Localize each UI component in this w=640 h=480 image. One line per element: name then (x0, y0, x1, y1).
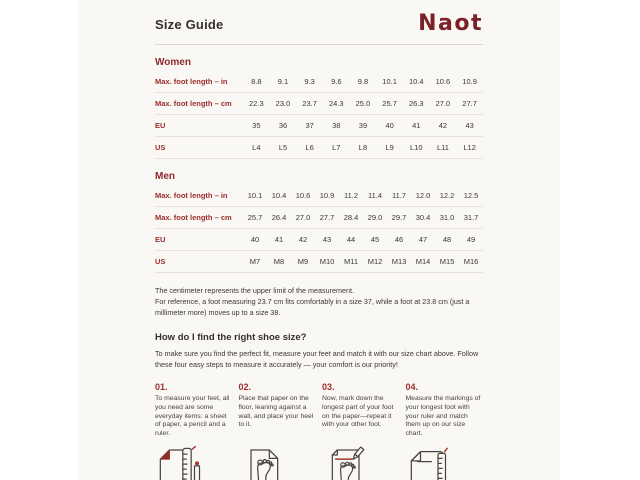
women-size-cell: 36 (270, 115, 297, 137)
men-size-cell: 43 (315, 229, 339, 251)
step-2-text: Place that paper on the floor, leaning against a wall, and place your heel to it. (238, 395, 314, 429)
header (155, 10, 483, 38)
women-size-cell: L7 (323, 137, 350, 159)
women-row-label: EU (155, 115, 243, 137)
men-size-cell: 11.4 (363, 185, 387, 207)
women-size-cell: 26.3 (403, 93, 430, 115)
men-size-cell: 25.7 (243, 207, 267, 229)
men-heading: Men (155, 171, 175, 182)
men-size-cell: 46 (387, 229, 411, 251)
women-heading: Women (155, 57, 191, 68)
women-size-cell: 39 (350, 115, 377, 137)
paper-ruler-pencil-icon (155, 445, 233, 480)
women-size-cell: 24.3 (323, 93, 350, 115)
women-size-cell: 25.0 (350, 93, 377, 115)
men-size-cell: M9 (291, 251, 315, 273)
women-size-cell: 23.7 (296, 93, 323, 115)
step-4-text: Measure the markings of your longest foot with your ruler and match them up on our size chart. (405, 395, 481, 438)
women-size-cell: 27.7 (456, 93, 483, 115)
step-3-text: Now, mark down the longest part of your foot on the paper—repeat it with your other foot. (322, 395, 394, 429)
men-size-cell: 42 (291, 229, 315, 251)
men-row-label: EU (155, 229, 243, 251)
women-size-cell: 43 (456, 115, 483, 137)
guide-heading: How do I find the right shoe size? (155, 332, 307, 343)
step-3-number: 03. (322, 382, 335, 392)
men-size-cell: 28.4 (339, 207, 363, 229)
men-size-cell: 47 (411, 229, 435, 251)
women-row-label: Max. foot length – cm (155, 93, 243, 115)
naot-logo: Naot (418, 11, 483, 36)
men-size-cell: 31.7 (459, 207, 483, 229)
men-size-cell: M8 (267, 251, 291, 273)
men-size-cell: 27.7 (315, 207, 339, 229)
step-1 (155, 382, 233, 439)
women-size-cell: 41 (403, 115, 430, 137)
step-2 (239, 382, 317, 439)
women-size-cell: L9 (376, 137, 403, 159)
men-size-cell: M16 (459, 251, 483, 273)
page-title: Size Guide (155, 16, 224, 32)
men-size-cell: M11 (339, 251, 363, 273)
women-size-cell: L4 (243, 137, 270, 159)
women-row-label: US (155, 137, 243, 159)
women-row-0 (155, 71, 483, 93)
size-guide-panel (78, 0, 560, 480)
women-size-cell: L5 (270, 137, 297, 159)
women-size-cell: L12 (456, 137, 483, 159)
men-size-cell: 30.4 (411, 207, 435, 229)
step-1-number: 01. (155, 382, 168, 392)
women-size-cell: 10.9 (456, 71, 483, 93)
men-size-cell: M7 (243, 251, 267, 273)
men-size-cell: 10.6 (291, 185, 315, 207)
step-3 (322, 382, 400, 439)
women-size-cell: 10.1 (376, 71, 403, 93)
men-size-cell: 41 (267, 229, 291, 251)
men-size-cell: 10.9 (315, 185, 339, 207)
measurement-note (155, 285, 483, 318)
women-size-cell: 25.7 (376, 93, 403, 115)
women-row-2 (155, 115, 483, 137)
step-4-number: 04. (405, 382, 419, 392)
women-size-cell: L11 (430, 137, 457, 159)
measuring-step-icons (155, 445, 483, 480)
men-size-cell: 40 (243, 229, 267, 251)
men-row-3 (155, 251, 483, 273)
men-row-1 (155, 207, 483, 229)
women-size-table (155, 71, 483, 159)
women-size-cell: 10.6 (430, 71, 457, 93)
women-size-cell: 10.4 (403, 71, 430, 93)
women-size-cell: 37 (296, 115, 323, 137)
men-size-cell: 11.2 (339, 185, 363, 207)
women-size-cell: 9.3 (296, 71, 323, 93)
women-size-cell: L8 (350, 137, 377, 159)
men-row-label: Max. foot length – in (155, 185, 243, 207)
size-guide-content (155, 0, 483, 480)
women-row-label: Max. foot length – in (155, 71, 243, 93)
women-size-cell: 38 (323, 115, 350, 137)
women-row-3 (155, 137, 483, 159)
men-size-cell: M13 (387, 251, 411, 273)
men-size-cell: 10.1 (243, 185, 267, 207)
men-size-cell: 26.4 (267, 207, 291, 229)
men-size-cell: 12.2 (435, 185, 459, 207)
men-size-cell: 29.0 (363, 207, 387, 229)
women-size-cell: 9.6 (323, 71, 350, 93)
paper-footprint-heel-icon (239, 445, 317, 480)
women-size-cell: 40 (376, 115, 403, 137)
men-size-cell: 11.7 (387, 185, 411, 207)
women-size-cell: 42 (430, 115, 457, 137)
women-size-cell: 22.3 (243, 93, 270, 115)
men-size-table (155, 185, 483, 273)
women-size-cell: 27.0 (430, 93, 457, 115)
men-row-0 (155, 185, 483, 207)
men-size-cell: M12 (363, 251, 387, 273)
men-size-cell: 44 (339, 229, 363, 251)
men-size-cell: 12.0 (411, 185, 435, 207)
step-4 (406, 382, 484, 439)
men-size-cell: 48 (435, 229, 459, 251)
measuring-steps (155, 382, 483, 439)
men-size-cell: 12.5 (459, 185, 483, 207)
women-size-cell: L10 (403, 137, 430, 159)
note-line-2: For reference, a foot measuring 23.7 cm fits comfortably in a size 37, while a foot at 23.8 cm (just a millimeter more) moves up to a size 38. (155, 297, 470, 317)
note-line-1: The centimeter represents the upper limit of the measurement. (155, 286, 354, 295)
women-size-cell: 8.8 (243, 71, 270, 93)
header-divider (155, 44, 483, 45)
step-1-text: To measure your feet, all you need are some everyday items: a sheet of paper, a pencil and a ruler. (155, 395, 230, 438)
women-size-cell: 23.0 (270, 93, 297, 115)
men-size-cell: 31.0 (435, 207, 459, 229)
men-size-cell: 10.4 (267, 185, 291, 207)
women-row-1 (155, 93, 483, 115)
guide-intro: To make sure you find the perfect fit, measure your feet and match it with our size chart above. Follow these four easy steps to measure it accurately — your comfort is our priority! (155, 349, 479, 369)
men-size-cell: 27.0 (291, 207, 315, 229)
men-size-cell: 45 (363, 229, 387, 251)
men-row-label: Max. foot length – cm (155, 207, 243, 229)
men-size-cell: 49 (459, 229, 483, 251)
men-size-cell: 29.7 (387, 207, 411, 229)
paper-ruler-measure-icon (406, 445, 484, 480)
men-size-cell: M15 (435, 251, 459, 273)
women-size-cell: 9.8 (350, 71, 377, 93)
women-size-cell: 9.1 (270, 71, 297, 93)
men-size-cell: M10 (315, 251, 339, 273)
paper-footprint-mark-icon (322, 445, 400, 480)
women-size-cell: L6 (296, 137, 323, 159)
men-row-2 (155, 229, 483, 251)
men-row-label: US (155, 251, 243, 273)
step-2-number: 02. (238, 382, 252, 392)
men-size-cell: M14 (411, 251, 435, 273)
women-size-cell: 35 (243, 115, 270, 137)
